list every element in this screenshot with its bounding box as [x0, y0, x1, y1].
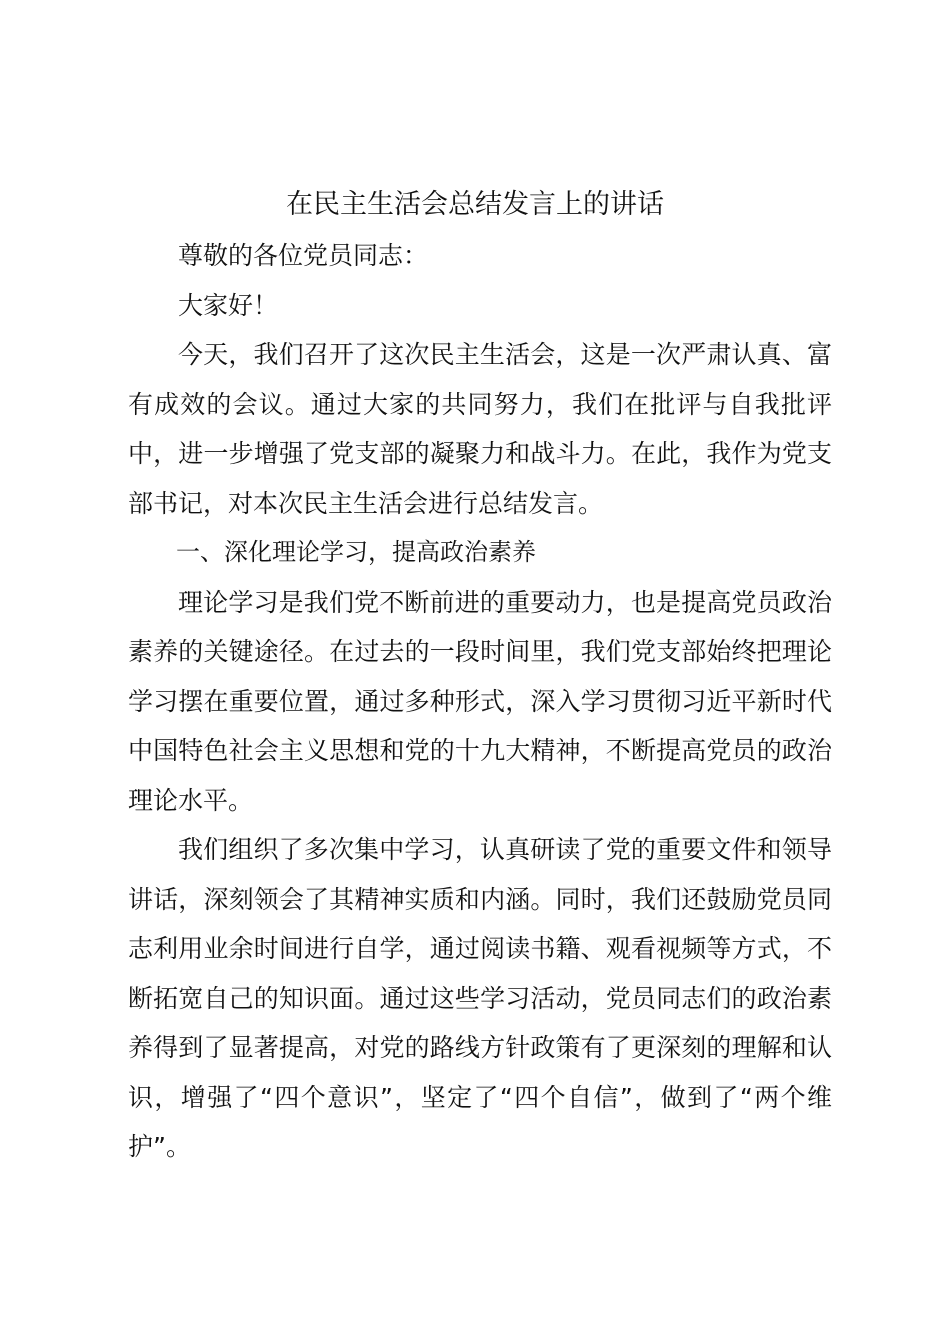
body-paragraph: 我们组织了多次集中学习，认真研读了党的重要文件和领导讲话，深刻领会了其精神实质和内涵。同时，我们还鼓励党员同志利用业余时间进行自学，通过阅读书籍、观看视频等方式，不断拓宽自己的知识面。通过这些学习活动，党员同志们的政治素养得到了显著提高，对党的路线方针政策有了更深刻的理解和认识，增强了“四个意识”，坚定了“四个自信”，做到了“两个维护”。: [128, 835, 832, 1161]
section-heading: 一、深化理论学习，提高政治素养: [176, 538, 536, 566]
document-body: [128, 231, 832, 1172]
document-title: 在民主生活会总结发言上的讲话: [286, 189, 664, 220]
intro-paragraph: 今天，我们召开了这次民主生活会，这是一次严肃认真、富有成效的会议。通过大家的共同努力，我们在批评与自我批评中，进一步增强了党支部的凝聚力和战斗力。在此，我作为党支部书记，对本次民主生活会进行总结发言。: [128, 340, 832, 518]
body-paragraph: 理论学习是我们党不断前进的重要动力，也是提高党员政治素养的关键途径。在过去的一段时间里，我们党支部始终把理论学习摆在重要位置，通过多种形式，深入学习贯彻习近平新时代中国特色社会主义思想和党的十九大精神，不断提高党员的政治理论水平。: [128, 587, 832, 815]
greeting: 大家好！: [178, 290, 279, 320]
salutation: 尊敬的各位党员同志：: [178, 241, 429, 270]
